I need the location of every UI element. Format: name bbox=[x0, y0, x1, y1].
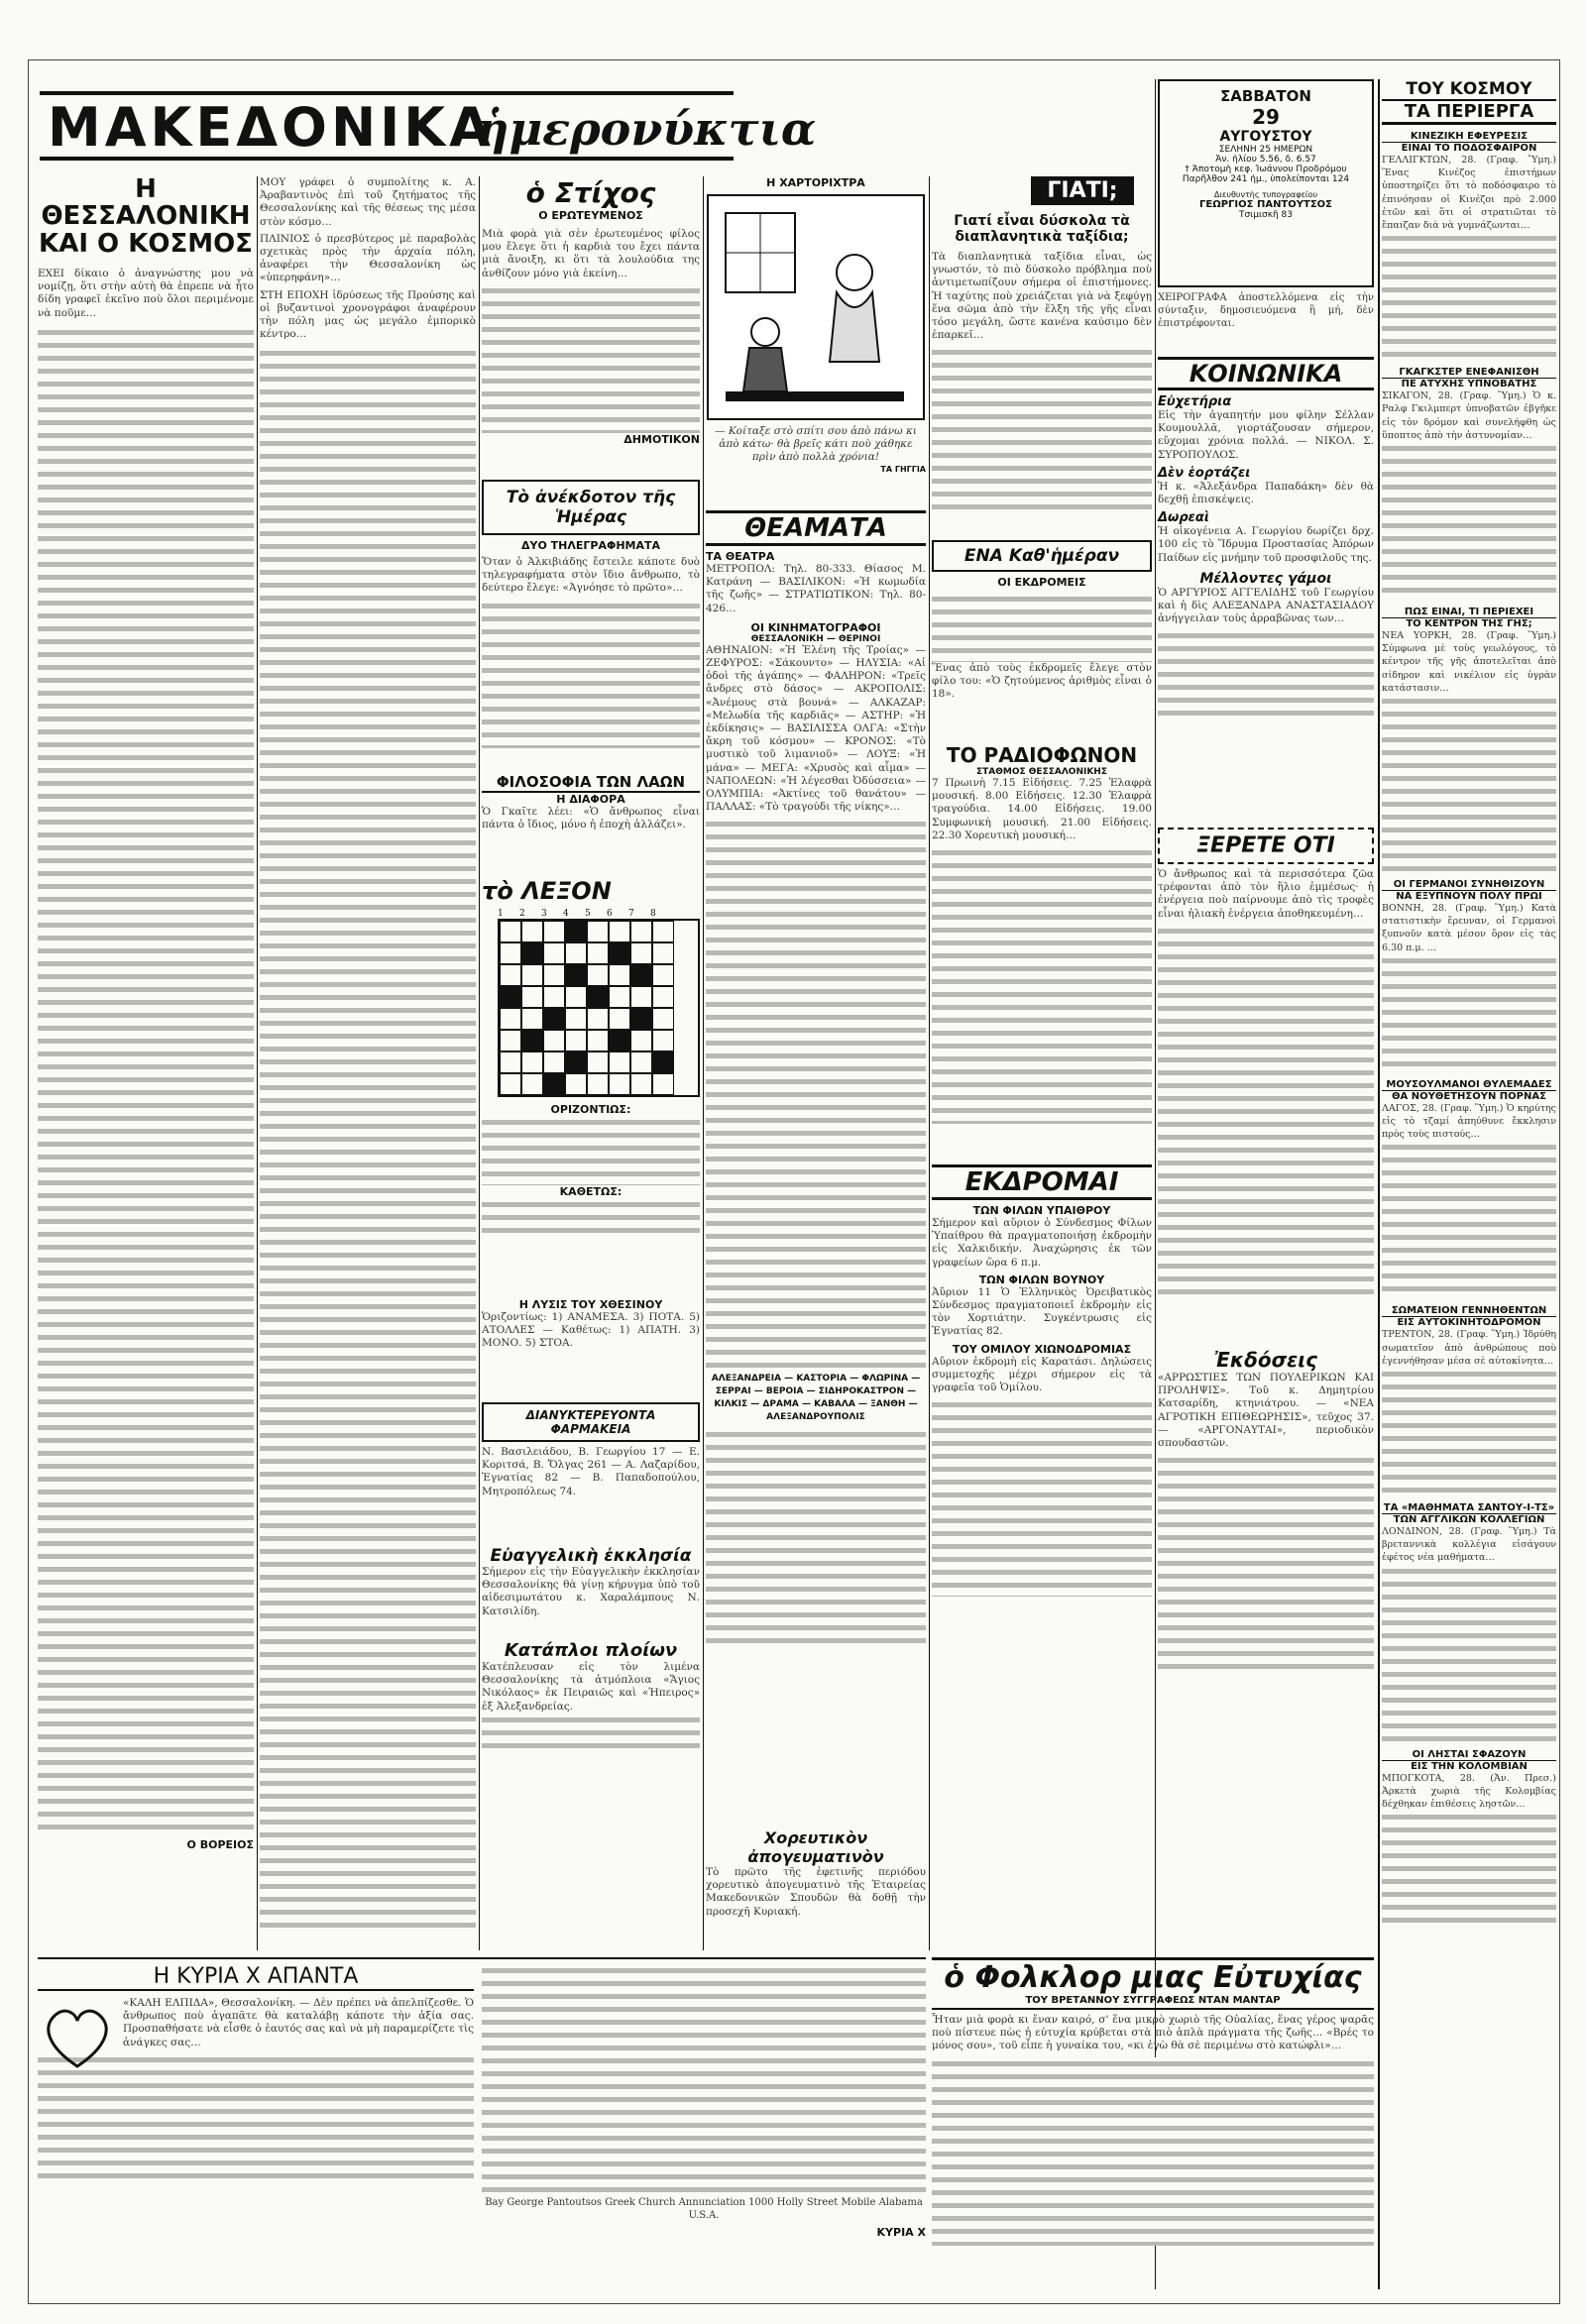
ekdromai-body: Σήμερον καὶ αὔριον ὁ Σύνδεσμος Φίλων Ὑπαίθρου θὰ πραγματοποιήσῃ ἐκδρομὴν εἰς Χαλκιδικήν. Ἀναχώρησις ἐκ τῶν γραφείων ὥρα 6 π.μ. bbox=[932, 1217, 1152, 1269]
perierga-item-text bbox=[1382, 1811, 1556, 1930]
perierga-item-body: ΒΟΝΝΗ, 28. (Γραφ. Ὕμη.) Κατὰ στατιστικὴν ἔρευναν, οἱ Γερμανοὶ ξυπνοῦν κατὰ μέσον ὅρον εἰς τὰς 6.30 π.μ. … bbox=[1382, 903, 1556, 953]
den-eortazei-title: Δὲν ἑορτάζει bbox=[1158, 465, 1251, 481]
almanac-director: ΓΕΩΡΓΙΟΣ ΠΑΝΤΟΥΤΣΟΣ bbox=[1199, 199, 1332, 210]
perierga-item-title: ΜΟΥΣΟΥΛΜΑΝΟΙ ΘΥΛΕΜΑΔΕΣ bbox=[1386, 1078, 1552, 1090]
kyria-signature: ΚΥΡΙΑ Χ bbox=[876, 2226, 926, 2240]
crossword-down-title: ΚΑΘΕΤΩΣ: bbox=[559, 1185, 623, 1198]
perierga-item-body: ΓΕΛΛΙΓΚΤΩΝ, 28. (Γραφ. Ὕμη.) Ἕνας Κινέζος ἐπιστήμων ὑποστηρίζει ὅτι τὸ ποδόσφαιρο τὸ ἐπινόησαν οἱ Κινέζοι πρὸ 2.000 ἐτῶν καὶ ὅτι οἱ στρατιῶται τὸ ἔπαιζαν διὰ νὰ γυμνάζωνται… bbox=[1382, 155, 1556, 232]
choreftikon-left-section bbox=[706, 1828, 926, 1947]
column-rule bbox=[479, 176, 480, 1950]
eyxetiria-body: Εἰς τὴν ἀγαπητήν μου φίλην Σέλλαν Κουμουλλᾶ, γιορτάζουσαν σήμερον, εὔχομαι χρόνια πολλά. — ΝΙΚΟΛ. Σ. ΣΥΡΟΠΟΥΛΟΣ. bbox=[1158, 409, 1374, 461]
cartoon-caption: — Κοίταξε στὸ σπίτι σου ἀπὸ πάνω κι ἀπὸ κάτω· θὰ βρεῖς κάτι ποὺ χάθηκε πρὶν ἀπὸ πολλὰ χρόνια! bbox=[715, 425, 917, 464]
masthead-script: ἡμερονύκτια bbox=[476, 102, 817, 156]
perierga-item-text bbox=[1382, 442, 1556, 601]
perierga-item-text bbox=[1382, 695, 1556, 873]
crossword-number: 2 bbox=[519, 909, 525, 919]
cartoon-section bbox=[706, 176, 926, 503]
ekdoseis-text-block bbox=[1158, 1454, 1374, 1672]
almanac-director-label: Διευθυντὴς τυπογραφείου bbox=[1213, 190, 1318, 199]
cinemas-title: ΟΙ ΚΙΝΗΜΑΤΟΓΡΑΦΟΙ bbox=[750, 620, 881, 634]
filosofia-subtitle: Η ΔΙΑΦΟΡΑ bbox=[556, 793, 625, 806]
heart-icon bbox=[38, 1997, 117, 2076]
radio-section bbox=[932, 743, 1152, 1160]
enakathimeran-subtitle: ΟΙ ΕΚΔΡΟΜΕΙΣ bbox=[997, 576, 1086, 589]
koinonika-section bbox=[1158, 357, 1374, 823]
leader-paragraph: ΣΤΗ ΕΠΟΧΗ ἰδρύσεως τῆς Προύσης καὶ οἱ βυζαντινοὶ χρονογράφοι ἀναφέρουν τὴν πόλη μας ὡς μεγάλο ἐμπορικὸ κέντρο… bbox=[260, 288, 476, 341]
enakathimeran-title: ΕΝΑ Καθ'ἡμέραν bbox=[932, 540, 1152, 572]
crossword-number: 6 bbox=[607, 909, 613, 919]
perierga-item-title: ΚΙΝΕΖΙΚΗ ΕΦΕΥΡΕΣΙΣ bbox=[1410, 131, 1529, 142]
stichos-signature: ΔΗΜΟΤΙΚΟΝ bbox=[623, 432, 700, 446]
perierga-title-2: ΤΑ ΠΕΡΙΕΡΓΑ bbox=[1382, 101, 1556, 125]
bottom-band-rule bbox=[38, 1957, 926, 1959]
leader-text-block bbox=[38, 326, 254, 1832]
perierga-item-title: ΟΙ ΓΕΡΜΑΝΟΙ ΣΥΝΗΘΙΖΟΥΝ bbox=[1393, 879, 1545, 891]
xerete-section bbox=[1158, 828, 1374, 1343]
leader-column-2 bbox=[260, 176, 476, 1955]
cinemas-subtitle: ΘΕΣΣΑΛΟΝΙΚΗ — ΘΕΡΙΝΟΙ bbox=[750, 633, 881, 644]
almanac-date: 29 bbox=[1252, 105, 1280, 129]
crossword-solution bbox=[482, 1298, 700, 1397]
perierga-item bbox=[1382, 131, 1556, 361]
perierga-column bbox=[1382, 79, 1556, 2294]
cartoon-drawing bbox=[706, 193, 926, 421]
crossword-number: 8 bbox=[650, 909, 656, 919]
perierga-item bbox=[1382, 1305, 1556, 1496]
column-rule bbox=[1378, 79, 1380, 2289]
enakathimeran-text-block bbox=[932, 593, 1152, 662]
anekdoton-section bbox=[482, 480, 700, 767]
giati-title: ΓΙΑΤΙ; bbox=[1031, 176, 1134, 205]
perierga-item-subtitle: ΕΙΝΑΙ ΤΟ ΠΟΔΟΣΦΑΙΡΟΝ bbox=[1382, 142, 1556, 154]
leader-signature: Ο ΒΟΡΕΙΟΣ bbox=[186, 1837, 254, 1851]
almanac-line: † Ἀποτομὴ κεφ. Ἰωάννου Προδρόμου bbox=[1185, 165, 1347, 174]
perierga-item-text bbox=[1382, 1141, 1556, 1299]
leader-body-2 bbox=[260, 176, 476, 341]
radio-station: ΣΤΑΘΜΟΣ ΘΕΣΣΑΛΟΝΙΚΗΣ bbox=[975, 767, 1107, 777]
pharmacies-body: Ν. Βασιλειάδου, Β. Γεωργίου 17 — Ε. Κοριτσά, Β. Ὄλγας 261 — Α. Λαζαρίδου, Ἐγνατίας 82 — Β. Παπαδοπούλου, Μητροπόλεως 74. bbox=[482, 1446, 700, 1497]
masthead-title: ΜΑΚΕΔΟΝΙΚΑ bbox=[48, 96, 495, 159]
perierga-item-body: ΤΡΕΝΤΟΝ, 28. (Γραφ. Ὕμη.) Ἱδρύθη σωματεῖον ἀπὸ ἀνθρώπους ποὺ ἐγεννήθησαν μέσα σὲ αὐτοκίνητα… bbox=[1382, 1329, 1556, 1367]
folklore-section bbox=[932, 1957, 1374, 2294]
folklore-text-block bbox=[932, 2057, 1374, 2246]
kyria-section-2 bbox=[482, 1964, 926, 2291]
xerete-body: Ὁ ἄνθρωπος καὶ τὰ περισσότερα ζῶα τρέφονται ἀπὸ τὸν ἥλιο ἐμμέσως· ἡ ἐνέργεια ποὺ παίρνουμε ἀπὸ τὶς τροφὲς εἶναι ἡλιακὴ ἐνέργεια ἀποθηκευμένη… bbox=[1158, 868, 1374, 920]
column-rule bbox=[703, 176, 704, 1950]
cinemas-text-block bbox=[706, 818, 926, 1373]
leader-paragraph: ΜΟΥ γράφει ὁ συμπολίτης κ. Α. Ἀραβαντινὸς ἐπὶ τοῦ ζητήματος τῆς Θεσσαλονίκης καὶ τῆς θέσεως της μέσα στὸν κόσμο… bbox=[260, 176, 476, 228]
almanac-line: Ἀν. ἡλίου 5.56, δ. 6.57 bbox=[1215, 155, 1316, 165]
leader-title: Η ΘΕΣΣΑΛΟΝΙΚΗ ΚΑΙ Ο ΚΟΣΜΟΣ bbox=[39, 174, 253, 259]
crossword-number: 1 bbox=[498, 909, 504, 919]
crossword-number: 7 bbox=[628, 909, 634, 919]
perierga-item-body: ΛΟΝΔΙΝΟΝ, 28. (Γραφ. Ὕμη.) Τὰ βρεταννικὰ κολλέγια εἰσάγουν ἐφέτος νέα μαθήματα… bbox=[1382, 1526, 1556, 1564]
almanac-line: Παρῆλθον 241 ἡμ., ὑπολείπονται 124 bbox=[1182, 174, 1350, 184]
gamoi-body: Ὁ ΑΡΓΥΡΙΟΣ ΑΓΓΕΛΙΔΗΣ τοῦ Γεωργίου καὶ ἡ δὶς ΑΛΕΞΑΝΔΡΑ ΑΝΑΣΤΑΣΙΑΔΟΥ ἀνήγγειλαν τοὺς ἀρραβῶνας των… bbox=[1158, 586, 1374, 625]
ekdromai-body-2: Ἀὔριον 11 Ὁ Ἑλληνικὸς Ὀρειβατικὸς Σύνδεσμος πραγματοποιεῖ ἐκδρομὴν εἰς τὸν Χορτιάτην. Συγκέντρωσις εἰς Ἐγνατίας 82. bbox=[932, 1285, 1152, 1338]
stichos-text-block bbox=[482, 284, 700, 433]
ekdromai-text-block bbox=[932, 1398, 1152, 1597]
folklore-body: Ἦταν μιὰ φορὰ κι ἕναν καιρό, σ' ἕνα μικρὸ χωριὸ τῆς Οὐαλίας, ἕνας γέρος ψαρᾶς ποὺ πίστευε πὼς ἡ εὐτυχία κρύβεται στὰ πιὸ ἁπλὰ πράγματα τῆς ζωῆς… «Βρές το μόνος σου», τοῦ εἶπε ἡ γυναίκα του, «κι ἐγὼ θὰ σὲ περιμένω στὸ κατώφλι»… bbox=[932, 2014, 1374, 2052]
folklore-subtitle: ΤΟΥ ΒΡΕΤΑΝΝΟΥ ΣΥΓΓΡΑΦΕΩΣ ΝΤΑΝ ΜΑΝΤΑΡ bbox=[932, 1995, 1374, 2010]
filosofia-title: ΦΙΛΟΣΟΦΙΑ ΤΩΝ ΛΑΩΝ bbox=[482, 773, 700, 793]
perierga-title-1: ΤΟΥ ΚΟΣΜΟΥ bbox=[1382, 79, 1556, 101]
perierga-item bbox=[1382, 607, 1556, 873]
perierga-item-subtitle: ΘΑ ΝΟΥΘΕΤΗΣΟΥΝ ΠΟΡΝΑΣ bbox=[1382, 1090, 1556, 1102]
ekdromai-title: ΕΚΔΡΟΜΑΙ bbox=[932, 1164, 1152, 1200]
church-body: Σήμερον εἰς τὴν Εὐαγγελικὴν ἐκκλησίαν Θεσσαλονίκης θὰ γίνῃ κήρυγμα ὑπὸ τοῦ αἰδεσιμωτάτου κ. Χαραλάμπους Ν. Κατσιλίδη. bbox=[482, 1566, 700, 1617]
anekdoton-title: Τὸ ἀνέκδοτον τῆς Ἡμέρας bbox=[482, 480, 700, 535]
church-title: Εὐαγγελικὴ ἐκκλησία bbox=[490, 1546, 692, 1566]
perierga-item-title: ΟΙ ΛΗΣΤΑΙ ΣΦΑΖΟΥΝ bbox=[1412, 1748, 1527, 1760]
perierga-item bbox=[1382, 1502, 1556, 1743]
xerete-text-block bbox=[1158, 925, 1374, 1301]
ships-body: Κατέπλευσαν εἰς τὸν λιμένα Θεσσαλονίκης τὰ ἀτμόπλοια «Ἄγιος Νικόλαος» ἐκ Πειραιῶς καὶ «Ἠπειρος» ἐξ Ἀλεξανδρείας. bbox=[482, 1661, 700, 1713]
perierga-item-subtitle: ΤΩΝ ΑΓΓΛΙΚΩΝ ΚΟΛΛΕΓΙΩΝ bbox=[1382, 1513, 1556, 1525]
column-rule bbox=[257, 176, 258, 1950]
perierga-item-subtitle: ΠΕ ΑΤΥΧΗΣ ΥΠΝΟΒΑΤΗΣ bbox=[1382, 378, 1556, 389]
leader-body bbox=[38, 268, 254, 320]
perierga-item-subtitle: ΕΙΣ ΤΗΝ ΚΟΛΟΜΒΙΑΝ bbox=[1382, 1760, 1556, 1772]
almanac-box bbox=[1158, 79, 1374, 287]
ekdromai-subtitle-2: ΤΩΝ ΦΙΛΩΝ ΒΟΥΝΟΥ bbox=[978, 1273, 1105, 1286]
hindenburg-section bbox=[1158, 1690, 1163, 1695]
theamata-section bbox=[706, 510, 926, 1942]
leader-paragraph: ΕΧΕΙ δίκαιο ὁ ἀναγνώστης μου νὰ νομίζῃ, ὅτι στὴν αὐτὴ θὰ ἐπρεπε νὰ ἦτο δίδη γραφεῖ ἐκεῖνο ποὺ ὅλοι περιμένομε νὰ ποῦμε… bbox=[38, 267, 254, 319]
ekdromai-subtitle: ΤΩΝ ΦΙΛΩΝ ΥΠΑΙΘΡΟΥ bbox=[972, 1204, 1111, 1217]
anekdoton-text-block bbox=[482, 600, 700, 748]
perierga-item-title: ΣΩΜΑΤΕΙΟΝ ΓΕΝΝΗΘΕΝΤΩΝ bbox=[1391, 1305, 1547, 1317]
crossword-number: 5 bbox=[585, 909, 591, 919]
ekdromai-subtitle-3: ΤΟΥ ΟΜΙΛΟΥ ΧΙΩΝΟΔΡΟΜΙΑΣ bbox=[952, 1342, 1132, 1356]
kyria-section bbox=[38, 1964, 474, 2291]
leader-article bbox=[38, 176, 254, 1955]
perierga-item-text bbox=[1382, 1565, 1556, 1743]
theatres-list: ΜΕΤΡΟΠΟΛ: Τηλ. 80-333. Θίασος Μ. Κατράνη — ΒΑΣΙΛΙΚΟΝ: «Ἡ κωμωδία τῆς ζωῆς» — ΣΤΡΑΤΙΩΤΙΚΟΝ: Τηλ. 80-426… bbox=[706, 563, 926, 614]
leader-text-block-2 bbox=[260, 347, 476, 1933]
enakathimeran-section bbox=[932, 540, 1152, 738]
giati-text-block bbox=[932, 346, 1152, 514]
crossword-clues-down bbox=[482, 1198, 700, 1238]
perierga-item-title: ΠΩΣ ΕΙΝΑΙ, ΤΙ ΠΕΡΙΕΧΕΙ bbox=[1404, 607, 1534, 618]
ekdoseis-title: Ἐκδόσεις bbox=[1214, 1348, 1317, 1372]
perierga-item-title: ΤΑ «ΜΑΘΗΜΑΤΑ ΣΑΝΤΟΥ-Ι-ΤΣ» bbox=[1383, 1502, 1555, 1514]
dorea-body: Ἡ οἰκογένεια Α. Γεωργίου δωρίζει δρχ. 100 εἰς τὸ Ἵδρυμα Προστασίας Ἀπόρων Παίδων εἰς μνήμην τοῦ προσφιλοῦς της. bbox=[1158, 525, 1374, 564]
folklore-title: ὁ Φολκλορ μιας Εὐτυχίας bbox=[932, 1957, 1374, 1995]
pharmacies-title: ΔΙΑΝΥΚΤΕΡΕΥΟΝΤΑ ΦΑΡΜΑΚΕΙΑ bbox=[482, 1402, 700, 1442]
crossword-solution-text: Ὁριζοντίως: 1) ΑΝΑΜΕΣΑ. 3) ΠΟΤΑ. 5) ΑΤΟΛΛΕΣ — Καθέτως: 1) ΑΠΑΤΗ. 3) ΜΟΝΟ. 5) ΣΤΟΑ. bbox=[482, 1311, 700, 1350]
perierga-item-text bbox=[1382, 1368, 1556, 1496]
koinonika-title: ΚΟΙΝΩΝΙΚΑ bbox=[1158, 357, 1374, 390]
church-section bbox=[482, 1546, 700, 1635]
ekdromai-body-3: Αὔριον ἐκδρομὴ εἰς Καρατάσι. Δηλώσεις συμμετοχῆς μέχρι σήμερον εἰς τὰ γραφεῖα τοῦ Ὁμίλου. bbox=[932, 1355, 1152, 1394]
almanac-street: Τσιμισκῆ 83 bbox=[1238, 210, 1294, 220]
dorea-title: Δωρεαὶ bbox=[1158, 510, 1209, 526]
perierga-item-text bbox=[1382, 232, 1556, 361]
cinemas-list: ΑΘΗΝΑΙΟΝ: «Ἡ Ἑλένη τῆς Τροίας» — ΖΕΦΥΡΟΣ: «Σάκουντο» — ΗΛΥΣΙΑ: «Αἱ ὁδοὶ τῆς ἀγάπης» — ΦΑΛΗΡΟΝ: «Τρεῖς ἄνδρες στὸ δάσος» — ΑΚΡΟΠΟΛΙΣ: «Ἀνέμους στὰ βουνά» — ΑΛΚΑΖΑΡ: «Μελωδία τῆς καρδιᾶς» — ΑΣΤΗΡ: «Ἡ ἐκδίκησις» — ΒΑΣΙΛΙΣΣΑ ΟΛΓΑ: «Στὴν ἄκρη τοῦ κόσμου» — ΚΡΟΝΟΣ: «Τὸ μυστικὸ τοῦ λιμανιοῦ» — ΛΟΥΞ: «Ἡ μάνα» — ΜΕΓΑ: «Χρυσὸς καὶ αἷμα» — ΝΑΠΟΛΕΩΝ: «Ἡ λέγεσθαι Ὀδύσσεια» — ΟΛΥΜΠΙΑ: «Ἀκτίνες τοῦ θανάτου» — ΠΑΛΛΑΣ: «Τὸ τραγούδι τῆς νίκης»… bbox=[706, 643, 926, 814]
crossword-number: 4 bbox=[563, 909, 569, 919]
crossword-clues-across bbox=[482, 1116, 700, 1185]
crossword-section bbox=[482, 877, 700, 1293]
choreftikon-left-body: Τὸ πρῶτο τῆς ἐφετινῆς περιόδου χορευτικὸ ἀπογευματινὸ τῆς Ἑταιρείας Μακεδονικῶν Σπουδῶν θὰ δοθῇ τὴν προσεχῆ Κυριακή. bbox=[706, 1866, 926, 1918]
anekdoton-body: Ὅταν ὁ Ἀλκιβιάδης ἔστειλε κάποτε δυὸ τηλεγραφήματα στὸν ἴδιο ἄνθρωπο, τὸ δεύτερο ἔλεγε: «Ἀγνόησε τὸ πρῶτο»… bbox=[482, 556, 700, 595]
perierga-item bbox=[1382, 1079, 1556, 1300]
almanac-manuscripts: ΧΕΙΡΟΓΡΑΦΑ ἀποστελλόμενα εἰς τὴν σύνταξιν, δημοσιευόμενα ἢ μή, δὲν ἐπιστρέφονται. bbox=[1158, 292, 1374, 330]
radio-text-block bbox=[932, 846, 1152, 1124]
ekdoseis-body: «ΑΡΡΩΣΤΙΕΣ ΤΩΝ ΠΟΥΛΕΡΙΚΩΝ ΚΑΙ ΠΡΟΛΗΨΙΣ». Τοῦ κ. Δημητρίου Κατσαρίδη, κτηνιάτρου. — «ΝΕΑ ΑΓΡΟΤΙΚΗ ΕΠΙΘΕΩΡΗΣΙΣ», τεῦχος 37. — «ΑΡΓΟΝΑΥΤΑΙ», περιοδικὸν σπουδαστῶν. bbox=[1158, 1372, 1374, 1450]
filosofia-section bbox=[482, 773, 700, 872]
perierga-item-body: ΛΑΓΟΣ, 28. (Γραφ. Ὕμη.) Ὁ κηρύτης εἰς τὸ τζαμί ἀπηύθυνε ἔκκλησιν πρὸς τοὺς πιστούς… bbox=[1382, 1102, 1556, 1141]
radio-body: 7 Πρωινὴ 7.15 Εἰδήσεις. 7.25 Ἐλαφρὰ μουσική. 8.00 Εἰδήσεις. 12.30 Ἐλαφρὰ τραγούδια. 14.00 Εἰδήσεις. 19.00 Συμφωνικὴ μουσική. 21.00 Εἰδήσεις. 22.30 Χορευτικὴ μουσική… bbox=[932, 777, 1152, 841]
stichos-body: Μιὰ φορὰ γιὰ σὲν ἐρωτευμένος φίλος μου ἔλεγε ὅτι ἡ καρδιὰ του ἔχει πάντα μιὰ ἄνοιξη, κι ὅτι τὰ λουλούδια της ἀνθίζουν μόνο γιὰ ἐκείνη… bbox=[482, 228, 700, 279]
stichos-subtitle: Ο ΕΡΩΤΕΥΜΕΝΟΣ bbox=[538, 209, 643, 222]
stichos-section bbox=[482, 176, 700, 474]
giati-subtitle: Γιατί εἶναι δύσκολα τὰ διαπλανητικὰ ταξίδια; bbox=[954, 213, 1130, 245]
crossword-across-title: ΟΡΙΖΟΝΤΙΩΣ: bbox=[550, 1103, 631, 1116]
giati-section bbox=[932, 176, 1152, 533]
leader-paragraph: ΠΛΙΝΙΟΣ ὁ πρεσβύτερος μὲ παραβολὰς σχετικὰς πρὸς τὴν ἀρχαία πόλη, ἀναφέρει τὴν Θεσσαλονίκη ὡς «ὑπερηφάνη»… bbox=[260, 232, 476, 284]
stichos-title: ὁ Στίχος bbox=[525, 176, 656, 209]
almanac-day: ΣΑΒΒΑΤΟΝ bbox=[1220, 87, 1311, 105]
perierga-item bbox=[1382, 367, 1556, 601]
crossword-number: 3 bbox=[541, 909, 547, 919]
cinemas-regions: ΑΛΕΞΑΝΔΡΕΙΑ — ΚΑΣΤΟΡΙΑ — ΦΛΩΡΙΝΑ — ΣΕΡΡΑΙ — ΒΕΡΟΙΑ — ΣΙΔΗΡΟΚΑΣΤΡΟΝ — ΚΙΛΚΙΣ — ΔΡΑΜΑ — ΚΑΒΑΛΑ — ΞΑΝΘΗ — ΑΛΕΞΑΝΔΡΟΥΠΟΛΙΣ bbox=[711, 1374, 921, 1423]
ships-title: Κατάπλοι πλοίων bbox=[504, 1640, 678, 1661]
cartoon-title: Η ΧΑΡΤΟΡΙΧΤΡΑ bbox=[766, 176, 865, 189]
perierga-item-subtitle: ΤΟ ΚΕΝΤΡΟΝ ΤΗΣ ΓΗΣ; bbox=[1382, 617, 1556, 629]
kyria-text-block-2 bbox=[482, 1964, 926, 2192]
perierga-item-title: ΓΚΑΓΚΣΤΕΡ ΕΝΕΦΑΝΙΣΘΗ bbox=[1399, 367, 1539, 379]
ekdoseis-section bbox=[1158, 1348, 1374, 1685]
kyria-body: «ΚΑΛΗ ΕΛΠΙΔΑ», Θεσσαλονίκη. — Δὲν πρέπει νὰ ἀπελπίζεσθε. Ὁ ἄνθρωπος ποὺ ἀγαπᾶτε θὰ καταλάβῃ κάποτε τὴν ἀξία σας. Προσπαθήσατε νὰ εἶσθε ὁ ἑαυτός σας καὶ νὰ μὴ παραμερίζετε τὶς ἀνάγκες σας… bbox=[123, 1997, 474, 2048]
column-rule bbox=[929, 176, 930, 1950]
giati-body: Τὰ διαπλανητικὰ ταξίδια εἶναι, ὡς γνωστόν, τὸ πιὸ δύσκολο πρόβλημα ποὺ ἀντιμετωπίζουν σήμερα οἱ ἐπιστήμονες. Ἡ ταχύτης ποὺ χρειάζεται γιὰ νὰ ξεφύγῃ ἕνα σῶμα ἀπὸ τὴν ἕλξη τῆς γῆς εἶναι τόσο μεγάλη, ὥστε κανένα καύσιμο δὲν ἐπαρκεῖ… bbox=[932, 251, 1152, 342]
crossword-solution-title: Η ΛΥΣΙΣ ΤΟΥ ΧΘΕΣΙΝΟΥ bbox=[518, 1298, 663, 1311]
theatres-title: ΤΑ ΘΕΑΤΡΑ bbox=[706, 550, 775, 563]
cinemas-regions-block bbox=[706, 1428, 926, 1646]
filosofia-body: Ὁ Γκαῖτε λέει: «Ὁ ἄνθρωπος εἶναι πάντα ὁ ἴδιος, μόνο ἡ ἐποχὴ ἀλλάζει». bbox=[482, 806, 700, 831]
perierga-item-body: ΣΙΚΑΓΟΝ, 28. (Γραφ. Ὕμη.) Ὁ κ. Ραλφ Γκιλμπερτ ὑπνοβατῶν ἐβγῆκε εἰς τὸν δρόμον καὶ συνελήφθη ὡς ὕποπτος ἀπὸ τὴν ἀστυνομίαν… bbox=[1382, 390, 1556, 441]
almanac-line: ΣΕΛΗΝΗ 25 ΗΜΕΡΩΝ bbox=[1218, 145, 1313, 155]
cartoon-tag: ΤΑ ΓΗΓΓΙΑ bbox=[880, 464, 926, 474]
perierga-item-subtitle: ΝΑ ΕΞΥΠΝΟΥΝ ΠΟΛΥ ΠΡΩΙ bbox=[1382, 890, 1556, 902]
pharmacies-section bbox=[482, 1402, 700, 1541]
xerete-title: ΞΕΡΕΤΕ ΟΤΙ bbox=[1158, 828, 1374, 864]
perierga-item-body: ΝΕΑ ΥΟΡΚΗ, 28. (Γραφ. Ὕμη.) Σύμφωνα μὲ τοὺς γεωλόγους, τὸ κέντρον τῆς γῆς ἀποτελεῖται ἀπὸ σίδηρον καὶ νικέλιον εἰς ὑγρὰν κατάστασιν… bbox=[1382, 630, 1556, 694]
den-eortazei-body: Ἡ κ. «Ἀλεξάνδρα Παπαδάκη» δὲν θὰ δεχθῇ ἐπισκέψεις. bbox=[1158, 480, 1374, 506]
perierga-item bbox=[1382, 879, 1556, 1073]
enakathimeran-body: Ἕνας ἀπὸ τοὺς ἐκδρομεῖς ἔλεγε στὸν φίλο του: «Ὁ ζητούμενος ἀριθμὸς εἶναι ὁ 18». bbox=[932, 662, 1152, 701]
eyxetiria-title: Εὐχετήρια bbox=[1158, 394, 1232, 409]
radio-title: ΤΟ ΡΑΔΙΟΦΩΝΟΝ bbox=[946, 743, 1138, 767]
anekdoton-subtitle: ΔΥΟ ΤΗΛΕΓΡΑΦΗΜΑΤΑ bbox=[520, 539, 660, 552]
crossword-title: τὸ ΛΕΞΟΝ bbox=[482, 877, 612, 905]
perierga-item-body: ΜΠΟΓΚΟΤΑ, 28. (Ἀν. Πρεσ.) Ἀρκετὰ χωριὰ τῆς Κολομβίας δέχθηκαν ἐπιθέσεις ληστῶν… bbox=[1382, 1772, 1556, 1811]
perierga-item bbox=[1382, 1749, 1556, 1931]
gamoi-title: Μέλλοντες γάμοι bbox=[1199, 570, 1332, 587]
perierga-item-text bbox=[1382, 954, 1556, 1073]
choreftikon-left-title: Χορευτικὸν ἀπογευματινὸν bbox=[747, 1828, 884, 1866]
crossword-grid[interactable] bbox=[498, 919, 700, 1097]
gamoi-text-block bbox=[1158, 629, 1374, 719]
theamata-title: ΘΕΑΜΑΤΑ bbox=[706, 510, 926, 546]
ships-text-block bbox=[482, 1714, 700, 1753]
perierga-item-subtitle: ΕΙΣ ΑΥΤΟΚΙΝΗΤΟΔΡΟΜΟΝ bbox=[1382, 1316, 1556, 1328]
almanac-month: ΑΥΓΟΥΣΤΟΥ bbox=[1219, 129, 1312, 145]
kyria-address: Bay George Pantoutsos Greek Church Annunciation 1000 Holly Street Mobile Alabama U.S.A. bbox=[485, 2197, 923, 2222]
kyria-title: Η ΚΥΡΙΑ Χ ΑΠΑΝΤΑ bbox=[38, 1964, 474, 1991]
ekdromai-section bbox=[932, 1164, 1152, 1680]
masthead bbox=[40, 91, 817, 161]
ships-section bbox=[482, 1640, 700, 1769]
